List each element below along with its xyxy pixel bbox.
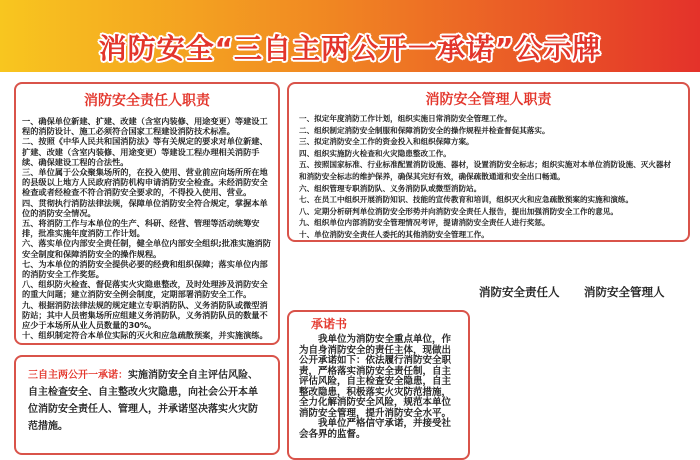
responsible-person-label: 消防安全责任人 — [479, 285, 560, 299]
duty-item: 二、组织制定消防安全制服和保障消防安全的操作规程并检查督促其落实。 — [299, 125, 550, 135]
header-banner — [0, 0, 700, 72]
duty-item: 十、单位消防安全责任人委托的其他消防安全管理工作。 — [299, 229, 489, 239]
duty-item: 六、落实单位内部安全责任制，健全单位内部安全组织;批准实施消防安全制度和保障消防安全的操作规程。 — [22, 238, 271, 259]
duty-item: 七、为本单位的消防安全提供必要的经费和组织保障；落实单位内部的消防安全工作奖惩。 — [22, 258, 268, 280]
responsible-duties-panel — [14, 82, 280, 345]
pledge-paragraph: 我单位为消防安全重点单位，作为自身消防安全的责任主体，现做出公开承诺如下：依法履行消防安全职责，严格落实消防安全责任制，自主评估风险，自主检查安全隐患，自主整改隐患，积极落实火灾防范措施，全力化解消防安全风险，规范本单位消防安全管理，提升消防安全水平。 — [299, 334, 452, 419]
duty-item: 三、拟定消防安全工作的资金投入和组织保障方案。 — [299, 137, 474, 147]
pledge-title: 承诺书 — [311, 317, 348, 331]
duty-item: 四、组织实施防火检查和火灾隐患整改工作。 — [299, 148, 451, 158]
summary-text: 实施消防安全自主评估风险、自主检查安全、自主整改火灾隐患，向社会公开本单位消防安全责任人、管理人，并承诺坚决落实火灾防范措施。 — [28, 370, 258, 432]
manager-person-label: 消防安全管理人 — [584, 285, 665, 299]
pledge-paragraph: 我单位严格信守承诺，并接受社会各界的监督。 — [299, 418, 452, 440]
duty-item: 四、贯彻执行消防法律法规，保障单位消防安全符合规定，掌握本单位的消防安全情况。 — [22, 197, 268, 218]
panel-title: 消防安全责任人职责 — [84, 93, 210, 109]
pledge-panel — [287, 310, 470, 460]
duty-item: 一、拟定年度消防工作计划，组织实施日常消防安全管理工作。 — [299, 114, 512, 123]
duty-item: 二、按照《中华人民共和国消防法》等有关规定的要求对单位新建、扩建、改建（含室内装修、用途变更）等建设工程办理相关消防手续、确保建设工程的合法性。 — [22, 136, 268, 167]
duty-item: 六、组织管理专职消防队、义务消防队或微型消防站。 — [299, 183, 482, 193]
duty-item: 九、根据消防法律法规的规定建立专职消防队、义务消防队或微型消防站；其中人员密集场所应组建义务消防队，义务消防队员的数量不应少于本场所从业人员数量的30%。 — [22, 299, 268, 331]
duty-item: 九、组织单位内部消防安全管理情况考评，提请消防安全责任人进行奖惩。 — [299, 218, 550, 228]
commitment-summary-panel — [14, 355, 280, 455]
duty-item: 八、定期分析研判单位消防安全形势并向消防安全责任人报告，提出加强消防安全工作的意见。 — [299, 206, 618, 216]
manager-duties-panel — [287, 82, 690, 242]
summary-lead: 三自主两公开一承诺： — [28, 370, 128, 381]
duty-item: 五、按照国家标准、行业标准配置消防设施、器材，设置消防安全标志；组织实施对本单位消防设施、灭火器材和消防安全标志的维护保养，确保其完好有效，确保疏散通道和安全出口畅通。 — [299, 160, 672, 181]
page-title: 消防安全“三自主两公开一承诺”公示牌 — [98, 32, 602, 65]
duty-item: 七、在员工中组织开展消防知识、技能的宣传教育和培训，组织灭火和应急疏散预案的实施和演练。 — [299, 195, 634, 205]
duty-item: 八、组织防火检查、督促落实火灾隐患整改，及时处理涉及消防安全的重大问题；建立消防安全例会制度，定期部署消防安全工作。 — [22, 279, 268, 300]
duty-item: 一、确保单位新建、扩建、改建（含室内装修、用途变更）等建设工程的消防设计、施工必须符合国家工程建设消防技术标准。 — [22, 116, 268, 137]
duty-item: 三、单位属于公众聚集场所的，在投入使用、营业前应向场所所在地的县级以上地方人民政府消防机构申请消防安全检查。未经消防安全检查或者经检查不符合消防安全要求的，不得投入使用、营业。 — [22, 167, 268, 198]
panel-title: 消防安全管理人职责 — [425, 92, 552, 108]
duty-item: 五、将消防工作与本单位的生产、科研、经营、管理等活动统筹安排，批准实施年度消防工作计划。 — [22, 218, 260, 239]
duty-item: 十、组织制定符合本单位实际的灭火和应急疏散预案，并实施演练。 — [22, 330, 268, 341]
